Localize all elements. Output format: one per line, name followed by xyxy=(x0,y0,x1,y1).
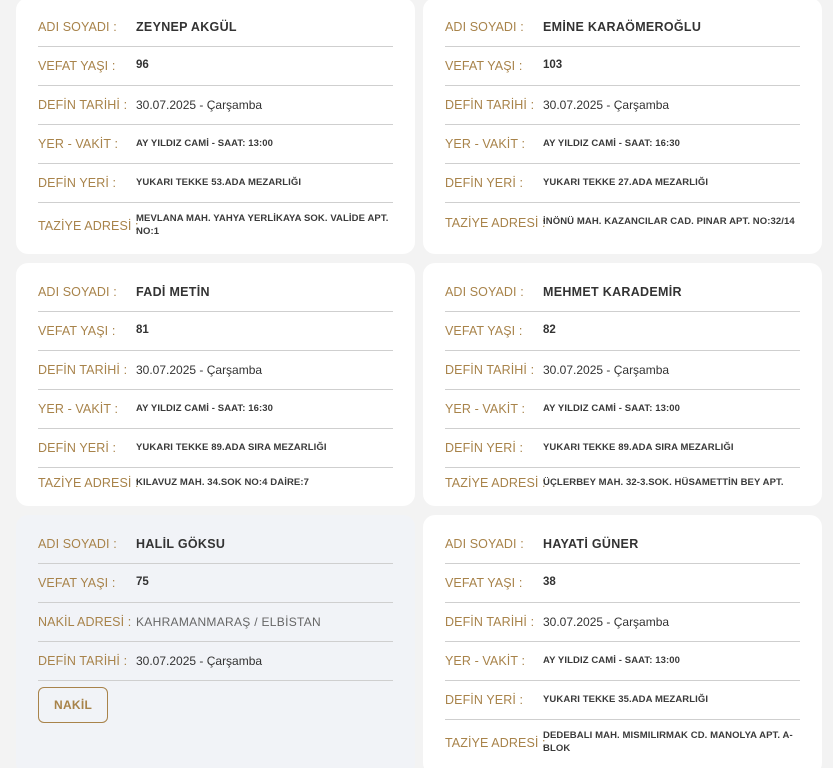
burial-date-value: 30.07.2025 - Çarşamba xyxy=(136,362,263,377)
age-label: VEFAT YAŞI : xyxy=(445,59,523,73)
name-value: HALİL GÖKSU xyxy=(136,536,226,551)
place-time-row xyxy=(445,390,800,429)
condolence-value: KILAVUZ MAH. 34.SOK NO:4 DAİRE:7 xyxy=(136,476,309,488)
nakil-address-label: NAKİL ADRESİ : xyxy=(38,615,132,629)
condolence-row xyxy=(38,203,393,249)
burial-place-value: YUKARI TEKKE 89.ADA SIRA MEZARLIĞI xyxy=(543,441,734,453)
name-row xyxy=(445,273,800,312)
name-label: ADI SOYADI : xyxy=(38,285,117,299)
name-label: ADI SOYADI : xyxy=(38,537,117,551)
burial-date-label: DEFİN TARİHİ : xyxy=(38,654,128,668)
burial-place-label: DEFİN YERİ : xyxy=(445,441,524,455)
name-value: ZEYNEP AKGÜL xyxy=(136,19,237,34)
place-time-value: AY YILDIZ CAMİ - SAAT: 13:00 xyxy=(543,402,681,414)
place-time-label: YER - VAKİT : xyxy=(38,137,119,151)
condolence-row xyxy=(445,203,800,242)
age-value: 38 xyxy=(543,576,556,589)
age-row xyxy=(445,312,800,351)
age-value: 82 xyxy=(543,324,556,337)
age-label: VEFAT YAŞI : xyxy=(38,324,116,338)
burial-date-label: DEFİN TARİHİ : xyxy=(38,363,128,377)
burial-place-label: DEFİN YERİ : xyxy=(445,176,524,190)
burial-place-value: YUKARI TEKKE 27.ADA MEZARLIĞI xyxy=(543,176,709,188)
condolence-value: İNÖNÜ MAH. KAZANCILAR CAD. PINAR APT. NO:32/14 xyxy=(543,216,795,228)
name-label: ADI SOYADI : xyxy=(445,285,524,299)
obituary-card-fadi xyxy=(16,263,415,506)
name-label: ADI SOYADI : xyxy=(38,20,117,34)
burial-date-row xyxy=(38,86,393,125)
place-time-value: AY YILDIZ CAMİ - SAAT: 16:30 xyxy=(136,402,274,414)
burial-date-label: DEFİN TARİHİ : xyxy=(445,98,535,112)
name-row xyxy=(445,525,800,564)
age-value: 75 xyxy=(136,576,149,589)
age-value: 96 xyxy=(136,59,149,72)
age-value: 81 xyxy=(136,324,149,337)
age-label: VEFAT YAŞI : xyxy=(445,324,523,338)
age-label: VEFAT YAŞI : xyxy=(38,59,116,73)
name-value: EMİNE KARAÖMEROĞLU xyxy=(543,19,702,34)
nakil-address-row xyxy=(38,603,393,642)
age-value: 103 xyxy=(543,59,563,72)
place-time-label: YER - VAKİT : xyxy=(445,137,526,151)
condolence-label: TAZİYE ADRESİ : xyxy=(38,219,139,233)
condolence-value: ÜÇLERBEY MAH. 32-3.SOK. HÜSAMETTİN BEY APT. xyxy=(543,476,784,488)
place-time-row xyxy=(445,125,800,164)
burial-place-label: DEFİN YERİ : xyxy=(445,693,524,707)
burial-place-value: YUKARI TEKKE 89.ADA SIRA MEZARLIĞI xyxy=(136,441,327,453)
condolence-value: DEDEBALI MAH. MISMILIRMAK CD. MANOLYA APT. A-BLOK xyxy=(543,730,793,754)
name-row xyxy=(38,525,393,564)
nakil-button[interactable]: NAKİL xyxy=(38,687,108,723)
burial-date-row xyxy=(445,351,800,390)
name-value: HAYATİ GÜNER xyxy=(543,536,639,551)
condolence-label: TAZİYE ADRESİ : xyxy=(38,476,139,490)
burial-place-row xyxy=(445,681,800,720)
place-time-value: AY YILDIZ CAMİ - SAAT: 16:30 xyxy=(543,137,681,149)
place-time-label: YER - VAKİT : xyxy=(445,654,526,668)
place-time-value: AY YILDIZ CAMİ - SAAT: 13:00 xyxy=(543,654,681,666)
burial-place-label: DEFİN YERİ : xyxy=(38,176,117,190)
name-label: ADI SOYADI : xyxy=(445,537,524,551)
condolence-row xyxy=(38,468,393,498)
burial-place-row xyxy=(445,429,800,468)
age-row xyxy=(38,312,393,351)
burial-date-value: 30.07.2025 - Çarşamba xyxy=(136,653,263,668)
burial-place-row xyxy=(38,164,393,203)
burial-date-row xyxy=(38,642,393,681)
burial-date-row xyxy=(445,603,800,642)
place-time-row xyxy=(38,125,393,164)
nakil-address-value: KAHRAMANMARAŞ / ELBİSTAN xyxy=(136,614,322,629)
name-row xyxy=(38,8,393,47)
burial-date-value: 30.07.2025 - Çarşamba xyxy=(543,362,670,377)
condolence-value: MEVLANA MAH. YAHYA YERLİKAYA SOK. VALİDE APT. NO:1 xyxy=(136,213,389,237)
place-time-row xyxy=(38,390,393,429)
age-row xyxy=(445,47,800,86)
obituary-card-hayati xyxy=(423,515,822,768)
name-row xyxy=(38,273,393,312)
age-label: VEFAT YAŞI : xyxy=(38,576,116,590)
burial-date-value: 30.07.2025 - Çarşamba xyxy=(543,614,670,629)
burial-place-label: DEFİN YERİ : xyxy=(38,441,117,455)
burial-date-value: 30.07.2025 - Çarşamba xyxy=(136,97,263,112)
burial-place-value: YUKARI TEKKE 53.ADA MEZARLIĞI xyxy=(136,176,302,188)
burial-place-value: YUKARI TEKKE 35.ADA MEZARLIĞI xyxy=(543,693,709,705)
condolence-row xyxy=(445,720,800,766)
place-time-label: YER - VAKİT : xyxy=(38,402,119,416)
obituary-card-halil xyxy=(16,515,415,768)
name-row xyxy=(445,8,800,47)
place-time-value: AY YILDIZ CAMİ - SAAT: 13:00 xyxy=(136,137,274,149)
burial-place-row xyxy=(38,429,393,468)
name-label: ADI SOYADI : xyxy=(445,20,524,34)
obituary-card-emine xyxy=(423,0,822,254)
condolence-label: TAZİYE ADRESİ : xyxy=(445,215,546,230)
burial-date-row xyxy=(445,86,800,125)
burial-place-row xyxy=(445,164,800,203)
condolence-label: TAZİYE ADRESİ : xyxy=(445,476,546,490)
age-row xyxy=(445,564,800,603)
condolence-row xyxy=(445,468,800,498)
burial-date-value: 30.07.2025 - Çarşamba xyxy=(543,97,670,112)
burial-date-label: DEFİN TARİHİ : xyxy=(445,615,535,629)
obituary-card-zeynep xyxy=(16,0,415,254)
place-time-row xyxy=(445,642,800,681)
burial-date-row xyxy=(38,351,393,390)
name-value: MEHMET KARADEMİR xyxy=(543,284,682,299)
burial-date-label: DEFİN TARİHİ : xyxy=(445,363,535,377)
obituary-card-mehmet xyxy=(423,263,822,506)
age-row xyxy=(38,564,393,603)
age-label: VEFAT YAŞI : xyxy=(445,576,523,590)
age-row xyxy=(38,47,393,86)
burial-date-label: DEFİN TARİHİ : xyxy=(38,98,128,112)
name-value: FADİ METİN xyxy=(136,284,210,299)
condolence-label: TAZİYE ADRESİ : xyxy=(445,736,546,750)
place-time-label: YER - VAKİT : xyxy=(445,402,526,416)
